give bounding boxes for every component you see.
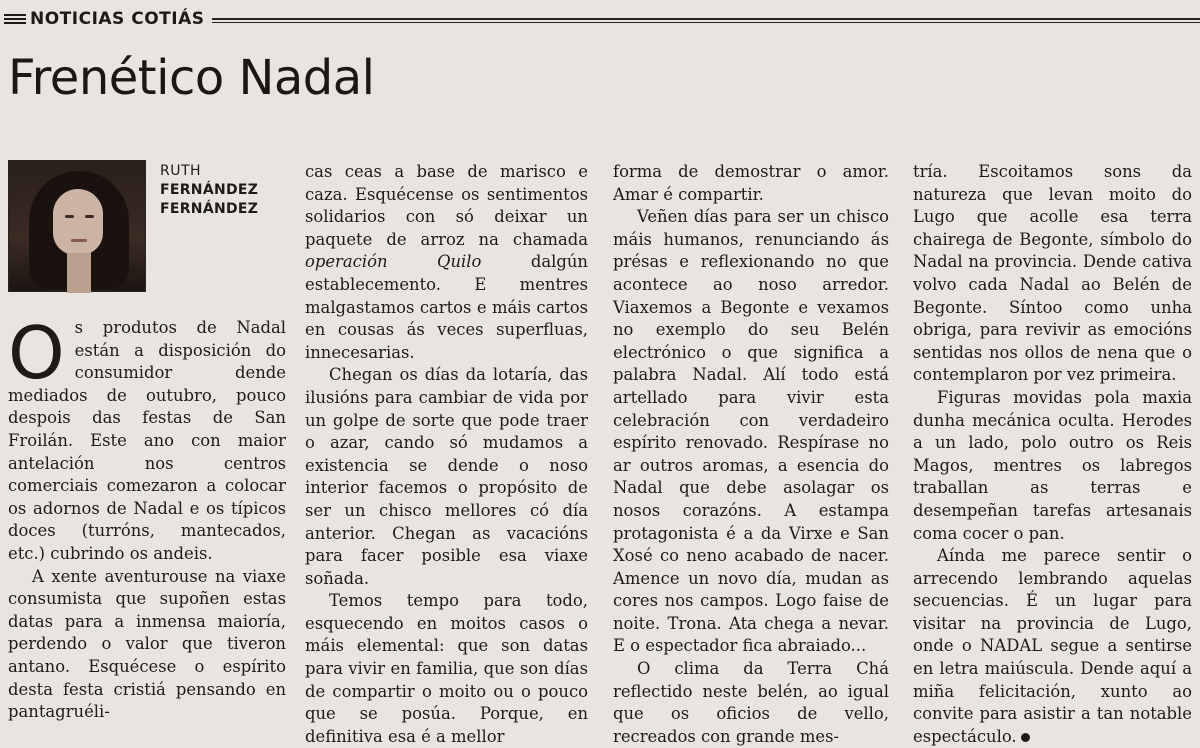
section-label-text: NOTICIAS COTIÁS xyxy=(30,9,205,29)
article-paragraph: Chegan os días da lotaría, das ilusións para cambiar de vida por un golpe de sorte que pode traer o azar, cando só mudamos a existencia se dende o noso interior facemos o propósito de ser un chisco mellores có día anterior. Chegan as vacacións para facer posible esa viaxe soñada. xyxy=(305,365,588,588)
author-surname: FERNÁNDEZ xyxy=(160,182,259,198)
author-photo-face xyxy=(53,189,103,255)
section-header xyxy=(0,8,1200,30)
article-paragraph: Os produtos de Nadal están a disposición do consumidor dende mediados de outubro, pouco despois das festas de San Froilán. Este ano con maior antelación nos centros comerciais comezaron a colocar os adornos de Nadal e os típicos doces (turróns, mantecados, etc.) cubrindo os andeis. xyxy=(8,311,286,563)
article-paragraph: forma de demostrar o amor. Amar é compartir. xyxy=(613,162,889,204)
author-photo-neck xyxy=(67,253,91,293)
article-column-3 xyxy=(613,161,889,748)
section-bars-icon xyxy=(4,14,26,24)
article-paragraph: Veñen días para ser un chisco máis humanos, renunciando ás présas e reflexionando no que acontece ao noso arredor. Viaxemos a Begonte e vexamos no exemplo do seu Belén electrónico o que significa a palabra Nadal. Alí todo está artellado para vivir esta celebración con verdadeiro espírito renovado. Respírase no ar outros aromas, a esencia do Nadal que debe asolagar os nosos corazóns. A estampa protagonista é a da Virxe e San Xosé co neno acabado de nacer. Amence un novo día, mudan as cores nos campos. Logo faise de noite. Trona. Ata chega a nevar. E o espectador fica abraiado... xyxy=(613,207,889,656)
article-paragraph: Aínda me parece sentir o arrecendo lembrando aquelas secuencias. É un lugar para visitar na provincia de Lugo, onde o NADAL segue a sentirse en letra maiúscula. Dende aquí a miña felicitación, xunto ao convite para asistir a tan notable espectáculo. xyxy=(913,546,1192,746)
author-photo xyxy=(8,160,146,292)
article-paragraph: tría. Escoitamos sons da natureza que levan moito do Lugo que acolle esa terra chairega de Begonte, símbolo do Nadal na provincia. Dende cativa volvo cada Nadal ao Belén de Begonte. Síntoo como unha obriga, para revivir as emocións sentidas nos ollos de nena que o contemplaron por vez primeira. xyxy=(913,162,1192,385)
article-paragraph: O clima da Terra Chá reflectido neste belén, ao igual que os oficios de vello, recreados con grande mes- xyxy=(613,659,889,746)
article-column-1 xyxy=(8,311,286,724)
author-photo-mouth xyxy=(71,239,87,242)
section-label xyxy=(0,8,212,30)
article-paragraph: Figuras movidas pola maxia dunha mecánica oculta. Herodes a un lado, polo outro os Reis Magos, mentres os labregos traballan as terras e desempeñan tarefas artesanais coma cocer o pan. xyxy=(913,387,1192,543)
author-first-name: RUTH xyxy=(160,163,202,179)
article-column-2 xyxy=(305,161,588,748)
italic-term: operación Quilo xyxy=(305,252,482,272)
author-photo-eye xyxy=(65,215,74,218)
author-surname: FERNÁNDEZ xyxy=(160,201,259,217)
article-headline: Frenético Nadal xyxy=(8,50,375,106)
author-photo-eye xyxy=(85,215,94,218)
article-paragraph: Temos tempo para todo, esquecendo en moitos casos o máis elemental: que son datas para vivir en familia, que son días de compartir o moito ou o pouco que se posúa. Porque, en definitiva esa é a mellor xyxy=(305,591,588,746)
article-paragraph: cas ceas a base de marisco e caza. Esquécense os sentimentos solidarios con só deixar un paquete de arroz na chamada operación Quilo dalgún establecemento. E mentres malgastamos cartos e máis cartos en cousas ás veces superfluas, innecesarias. xyxy=(305,162,588,362)
author-byline xyxy=(160,162,285,219)
end-of-article-bullet-icon xyxy=(1021,733,1030,742)
article-column-4 xyxy=(913,161,1192,748)
drop-cap: O xyxy=(8,311,65,395)
article-paragraph: A xente aventurouse na viaxe consumista que supoñen estas datas para a inmensa maioría, perdendo o valor que tiveron antano. Esquécese o espírito desta festa cristiá pensando en pantagruéli- xyxy=(8,566,286,722)
